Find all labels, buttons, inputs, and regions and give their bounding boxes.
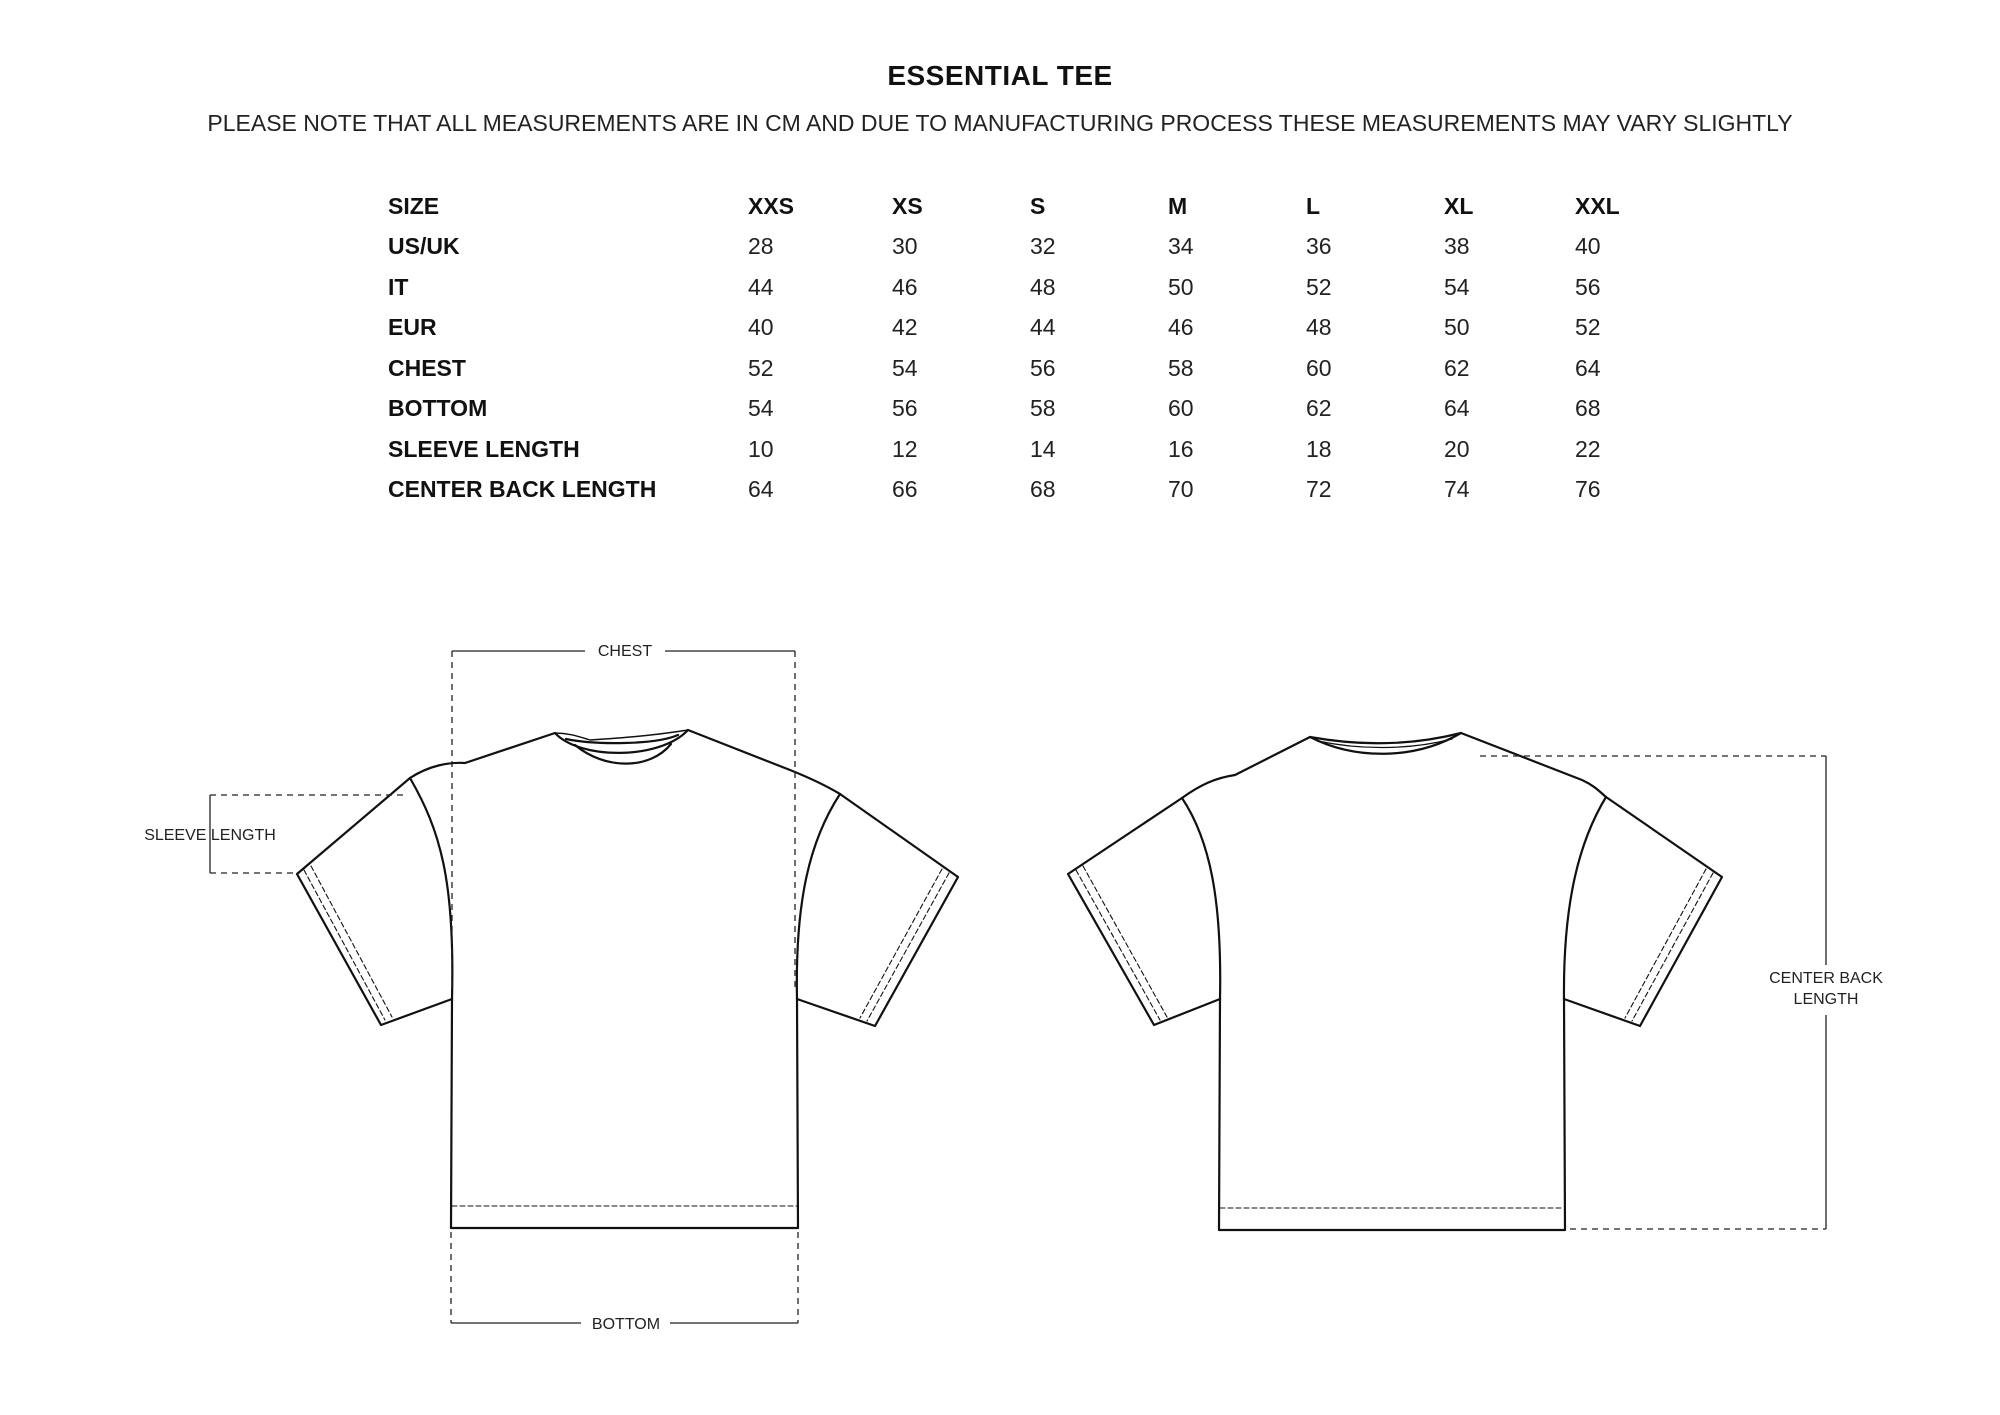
size-column-header: XXL — [1575, 192, 1620, 219]
bottom-measurement-guide — [451, 1232, 798, 1323]
back-sleeve-stitches — [1076, 866, 1713, 1021]
table-cell: 70 — [1168, 476, 1194, 503]
chest-measurement-guide — [452, 651, 795, 990]
row-label: CENTER BACK LENGTH — [388, 476, 657, 503]
center-back-length-label-line2: LENGTH — [1793, 991, 1859, 1008]
table-cell: 46 — [892, 273, 918, 300]
table-cell: 74 — [1444, 476, 1470, 503]
table-cell: 64 — [1575, 354, 1601, 381]
table-cell: 54 — [892, 354, 918, 381]
table-cell: 76 — [1575, 476, 1601, 503]
sleeve-length-label: SLEEVE LENGTH — [144, 827, 276, 844]
row-label: EUR — [388, 314, 437, 341]
table-cell: 62 — [1444, 354, 1470, 381]
table-cell: 40 — [1575, 233, 1601, 260]
table-cell: 18 — [1306, 435, 1332, 462]
size-header-label: SIZE — [388, 192, 440, 219]
center-back-length-measurement-guide — [1480, 756, 1826, 1229]
table-cell: 12 — [892, 435, 918, 462]
table-cell: 44 — [748, 273, 774, 300]
table-cell: 46 — [1168, 314, 1194, 341]
front-left-armhole — [410, 778, 452, 999]
table-cell: 48 — [1030, 273, 1056, 300]
table-cell: 28 — [748, 233, 774, 260]
table-cell: 52 — [1306, 273, 1332, 300]
front-sleeve-stitches — [304, 866, 949, 1021]
bottom-label: BOTTOM — [591, 1316, 661, 1333]
size-column-header: S — [1030, 192, 1046, 219]
back-left-shoulder — [1182, 737, 1310, 798]
row-label: CHEST — [388, 354, 466, 381]
tee-front-illustration — [297, 730, 958, 1228]
front-right-armhole — [797, 794, 840, 999]
table-cell: 64 — [1444, 395, 1470, 422]
row-label: IT — [388, 273, 409, 300]
size-column-header: XL — [1444, 192, 1474, 219]
table-cell: 60 — [1306, 354, 1332, 381]
back-right-shoulder — [1461, 733, 1606, 797]
measurement-note: PLEASE NOTE THAT ALL MEASUREMENTS ARE IN CM AND DUE TO MANUFACTURING PROCESS THESE MEASUREMENTS MAY VARY SLIGHTLY — [207, 110, 1793, 136]
back-right-armhole — [1564, 797, 1606, 999]
table-cell: 50 — [1168, 273, 1194, 300]
table-cell: 64 — [748, 476, 774, 503]
table-cell: 58 — [1168, 354, 1194, 381]
row-label: SLEEVE LENGTH — [388, 435, 580, 462]
back-body — [1219, 999, 1565, 1230]
back-right-sleeve — [1564, 797, 1722, 1026]
table-cell: 16 — [1168, 435, 1194, 462]
table-cell: 58 — [1030, 395, 1056, 422]
table-cell: 52 — [748, 354, 774, 381]
table-cell: 68 — [1575, 395, 1601, 422]
table-cell: 38 — [1444, 233, 1470, 260]
table-cell: 32 — [1030, 233, 1056, 260]
table-cell: 50 — [1444, 314, 1470, 341]
table-cell: 20 — [1444, 435, 1470, 462]
table-cell: 56 — [1575, 273, 1601, 300]
table-cell: 34 — [1168, 233, 1194, 260]
table-cell: 54 — [748, 395, 774, 422]
table-cell: 56 — [1030, 354, 1056, 381]
size-column-header: XS — [892, 192, 923, 219]
table-cell: 14 — [1030, 435, 1056, 462]
table-cell: 22 — [1575, 435, 1601, 462]
table-cell: 56 — [892, 395, 918, 422]
table-cell: 10 — [748, 435, 774, 462]
table-cell: 30 — [892, 233, 918, 260]
row-label: BOTTOM — [388, 395, 488, 422]
tee-back-illustration — [1068, 733, 1722, 1230]
table-cell: 48 — [1306, 314, 1332, 341]
table-cell: 62 — [1306, 395, 1332, 422]
page-title: ESSENTIAL TEE — [887, 60, 1113, 91]
table-cell: 54 — [1444, 273, 1470, 300]
table-cell: 44 — [1030, 314, 1056, 341]
row-label: US/UK — [388, 233, 460, 260]
front-neck-trim — [566, 735, 678, 743]
size-column-header: XXS — [748, 192, 795, 219]
table-cell: 36 — [1306, 233, 1332, 260]
table-cell: 60 — [1168, 395, 1194, 422]
table-cell: 68 — [1030, 476, 1056, 503]
table-cell: 52 — [1575, 314, 1601, 341]
size-column-header: M — [1168, 192, 1188, 219]
table-cell: 66 — [892, 476, 918, 503]
center-back-length-label-line1: CENTER BACK — [1769, 970, 1883, 987]
table-cell: 42 — [892, 314, 918, 341]
front-left-shoulder — [410, 733, 555, 778]
table-cell: 72 — [1306, 476, 1332, 503]
size-column-header: L — [1306, 192, 1321, 219]
back-left-armhole — [1182, 798, 1220, 999]
front-body — [451, 999, 798, 1228]
chest-label: CHEST — [597, 643, 653, 660]
table-cell: 40 — [748, 314, 774, 341]
front-right-shoulder — [688, 730, 840, 794]
